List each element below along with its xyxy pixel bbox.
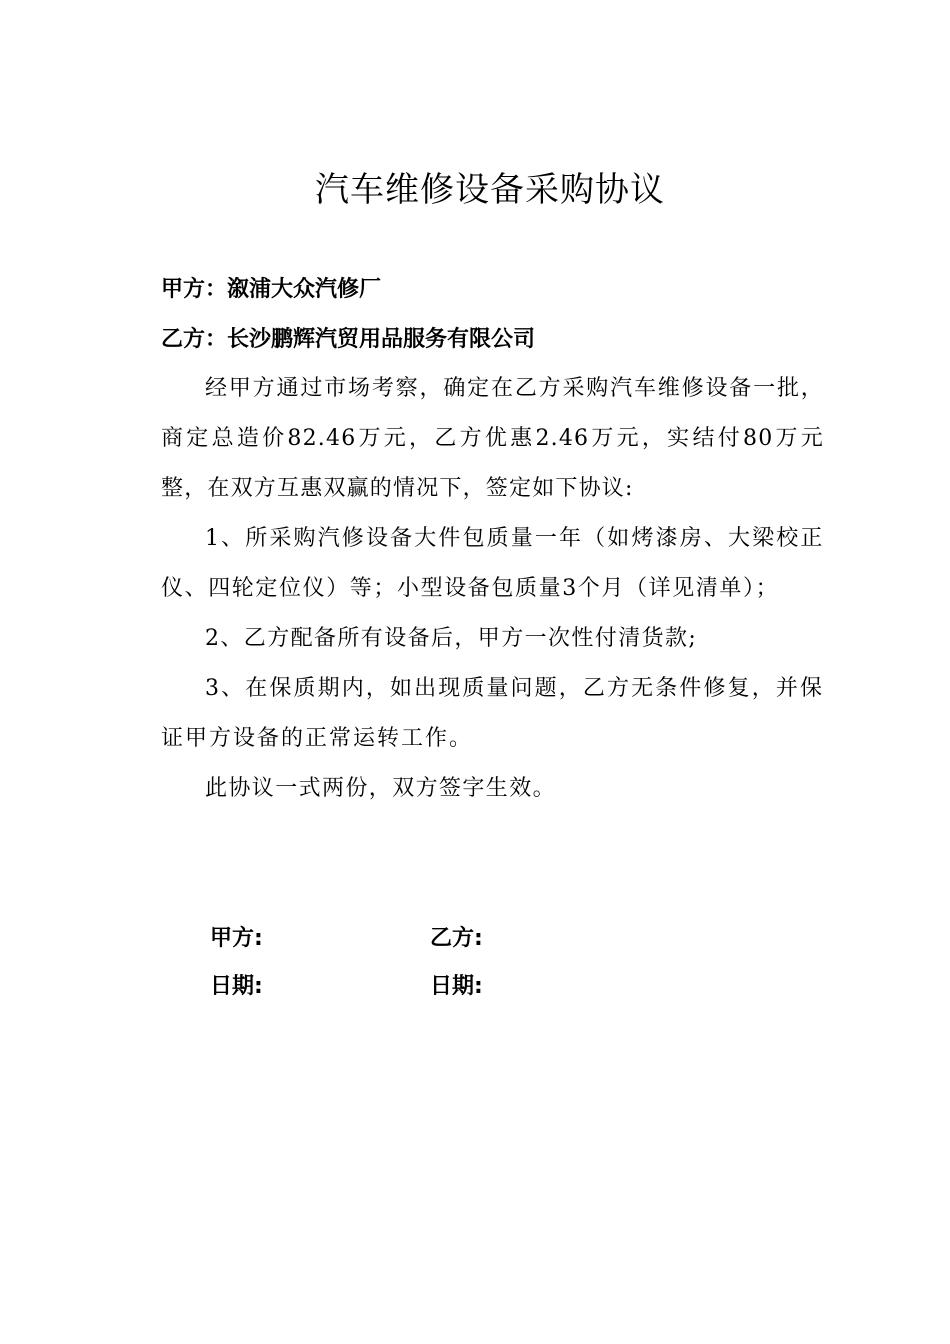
party-a-date-label: 日期: <box>210 974 263 999</box>
agreement-body <box>161 364 824 814</box>
party-b-date-label: 日期: <box>430 974 483 999</box>
party-a-signature-label: 甲方: <box>210 926 263 951</box>
clause-2: 2、乙方配备所有设备后，甲方一次性付清货款; <box>205 626 698 651</box>
intro-paragraph: 经甲方通过市场考察，确定在乙方采购汽车维修设备一批，商定总造价82.46万元，乙方优惠2.46万元，实结付80万元整，在双方互惠双赢的情况下，签定如下协议: <box>161 376 824 501</box>
party-a-line: 甲方：溆浦大众汽修厂 <box>161 277 382 302</box>
closing-paragraph: 此协议一式两份，双方签字生效。 <box>205 776 557 801</box>
party-b-signature-label: 乙方: <box>430 926 483 951</box>
clause-1: 1、所采购汽修设备大件包质量一年（如烤漆房、大梁校正仪、四轮定位仪）等；小型设备包质量3个月（详见清单）； <box>161 526 824 601</box>
document-title: 汽车维修设备采购协议 <box>315 170 665 210</box>
party-b-line: 乙方：长沙鹏辉汽贸用品服务有限公司 <box>161 327 536 352</box>
clause-3: 3、在保质期内，如出现质量问题，乙方无条件修复，并保证甲方设备的正常运转工作。 <box>161 676 824 751</box>
